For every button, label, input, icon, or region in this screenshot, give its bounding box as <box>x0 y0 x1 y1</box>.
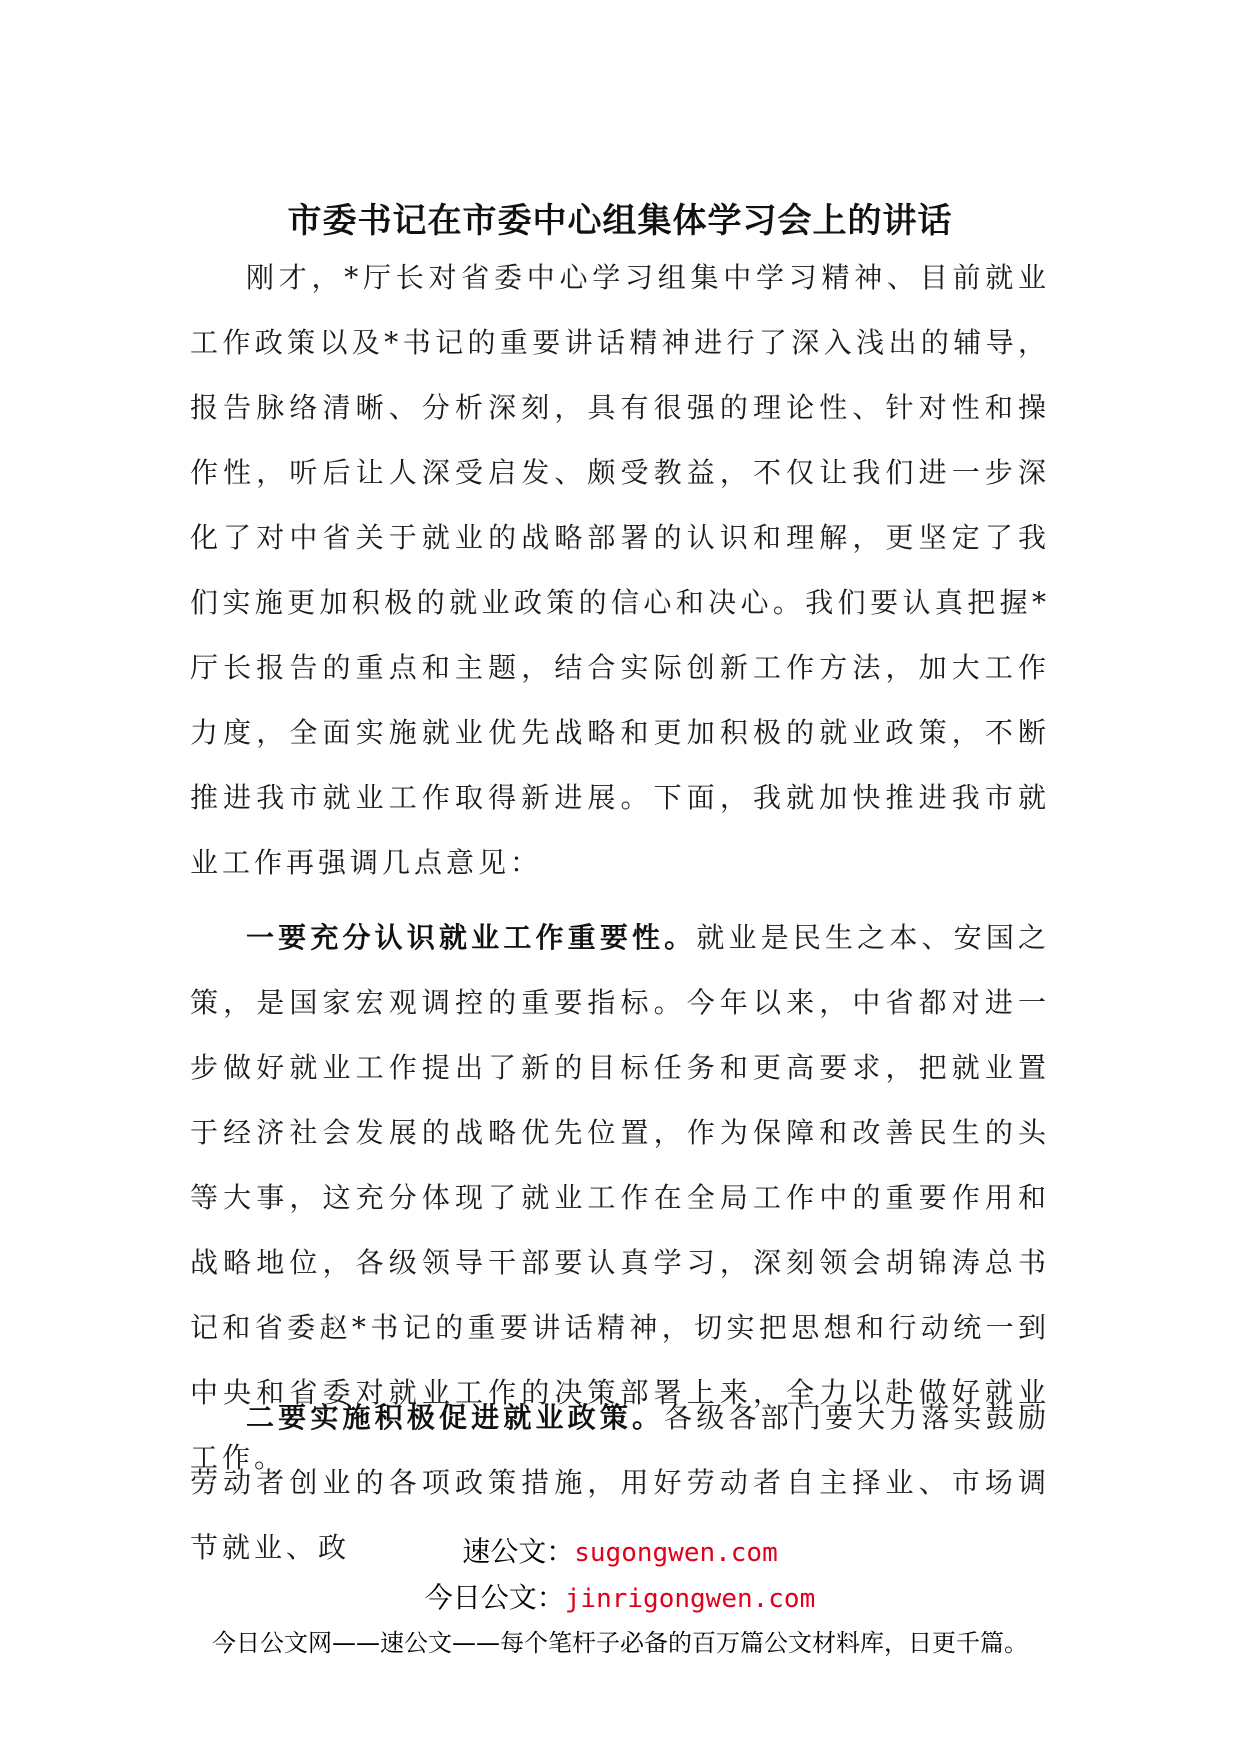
paragraph-lead-heading: 一要充分认识就业工作重要性。 <box>246 921 697 954</box>
page-title: 市委书记在市委中心组集体学习会上的讲话 <box>287 200 953 241</box>
paragraph-text: 刚才，*厅长对省委中心学习组集中学习精神、目前就业工作政策以及*书记的重要讲话精神进行了深入浅出的辅导，报告脉络清晰、分析深刻，具有很强的理论性、针对性和操作性，听后让人深受启发、颇受教益，不仅让我们进一步深化了对中省关于就业的战略部署的认识和理解，更坚定了我们实施更加积极的就业政策的信心和决心。我们要认真把握*厅长报告的重点和主题，结合实际创新工作方法，加大工作力度，全面实施就业优先战略和更加积极的就业政策，不断推进我市就业工作取得新进展。下面，我就加快推进我市就业工作再强调几点意见： <box>190 261 1050 879</box>
paragraph-text: 各级各部门要大力落实鼓励劳动者创业的各项政策措施，用好劳动者自主择业、市场调节就业、政 <box>190 1401 1050 1564</box>
footer-label: 速公文： <box>462 1535 575 1568</box>
footer-jinrigongwen <box>0 1578 1240 1619</box>
jinrigongwen-link[interactable]: jinrigongwen.com <box>564 1584 816 1614</box>
paragraph-lead-heading: 二要实施积极促进就业政策。 <box>246 1401 665 1434</box>
footer-sugongwen <box>0 1532 1240 1573</box>
footer-label: 今日公文： <box>424 1581 565 1614</box>
footer-slogan: 今日公文网——速公文——每个笔杆子必备的百万篇公文材料库，日更千篇。 <box>212 1629 1028 1657</box>
paragraph-text: 就业是民生之本、安国之策，是国家宏观调控的重要指标。今年以来，中省都对进一步做好就业工作提出了新的目标任务和更高要求，把就业置于经济社会发展的战略优先位置，作为保障和改善民生的头等大事，这充分体现了就业工作在全局工作中的重要作用和战略地位，各级领导干部要认真学习，深刻领会胡锦涛总书记和省委赵*书记的重要讲话精神，切实把思想和行动统一到中央和省委对就业工作的决策部署上来，全力以赴做好就业工作。 <box>190 921 1050 1474</box>
paragraph-intro <box>190 245 1050 895</box>
sugongwen-link[interactable]: sugongwen.com <box>574 1538 778 1568</box>
